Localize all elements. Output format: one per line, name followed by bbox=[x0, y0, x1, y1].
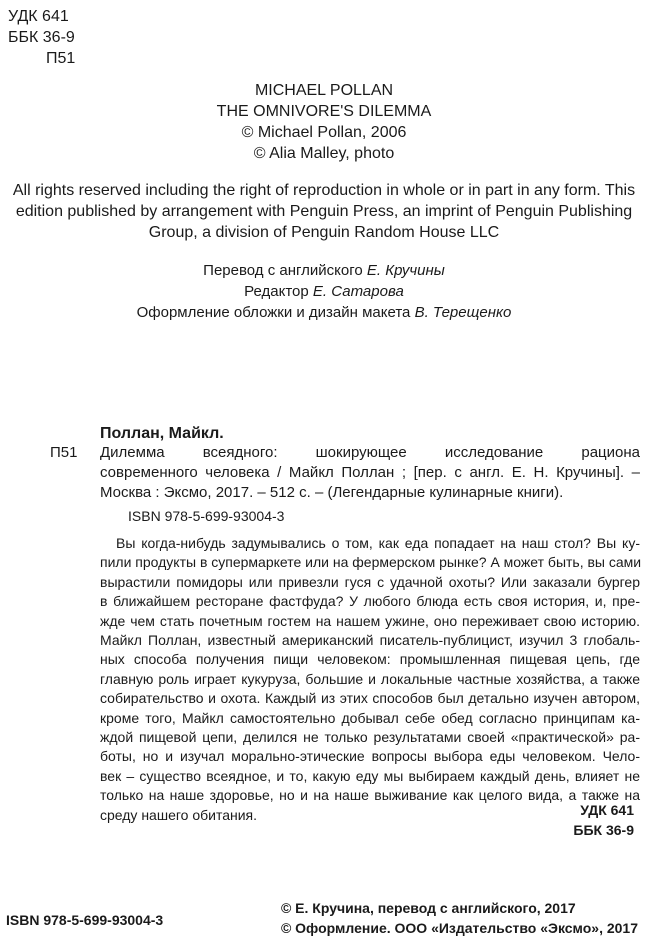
footer-copyrights bbox=[281, 898, 638, 938]
footer-udk: УДК 641 bbox=[580, 802, 634, 818]
rights-line: Group, a division of Penguin Random House LLC bbox=[148, 224, 500, 241]
annotation-line: главную роль играет кукуруза, большие и локальные частные хозяйства, а также bbox=[100, 670, 640, 687]
rights-line: edition published by arrangement with Penguin Press, an imprint of Penguin Publishing bbox=[15, 203, 633, 220]
catalog-line: Дилемма всеядного: шокирующее исследование рациона bbox=[100, 444, 640, 461]
rights-notice bbox=[8, 180, 640, 243]
annotation bbox=[100, 534, 640, 825]
footer-classification bbox=[573, 800, 634, 840]
annotation-line: жде чем стать почетным гостем на нашем ужине, оно переживает свою историю. bbox=[100, 612, 640, 629]
credits bbox=[0, 260, 648, 323]
rights-line: All rights reserved including the right of reproduction in whole or in part in any form. This bbox=[12, 182, 636, 199]
annotation-line: Майкл Поллан, известный американский писатель-публицист, изучил 3 глобаль- bbox=[100, 632, 640, 649]
original-copyright: © Michael Pollan, 2006 bbox=[241, 124, 407, 141]
annotation-line: собирательство и охота. Каждый из этих способов был детально изучен автором, bbox=[100, 690, 640, 707]
catalog-author-mark: П51 bbox=[50, 444, 78, 461]
copyright-translation: © Е. Кручина, перевод с английского, 2017 bbox=[280, 900, 576, 916]
editor-name: Е. Сатарова bbox=[312, 283, 404, 300]
annotation-line: боты, но и изучал морально-этические вопросы выбора еды человеком. Чело- bbox=[100, 748, 640, 765]
catalog-description bbox=[100, 443, 640, 503]
annotation-line: вырастили помидоры или привезли гуся с удачной охоты? Или заказали бургер bbox=[100, 573, 640, 590]
footer-isbn: ISBN 978-5-699-93004-3 bbox=[6, 912, 164, 928]
annotation-line: среду нашего обитания. bbox=[100, 806, 258, 823]
translator-name: Е. Кручины bbox=[366, 262, 445, 279]
udk-code: УДК 641 bbox=[8, 8, 69, 25]
annotation-line: пили продукты в супермаркете или на фермерском рынке? А может быть, вы сами bbox=[100, 554, 642, 571]
design-label: Оформление обложки и дизайн макета bbox=[136, 304, 411, 321]
annotation-line: только на наше здоровье, но и на наше выживание как целого вида, а также на bbox=[100, 787, 640, 804]
annotation-line: ждой пищевой цепи, делился не только результатами своей «практической» ра- bbox=[100, 729, 640, 746]
copyright-design: © Оформление. ООО «Издательство «Эксмо», 2017 bbox=[280, 920, 638, 936]
annotation-line: в ближайшем ресторане фастфуда? У любого блюда есть своя история, и, пре- bbox=[100, 593, 640, 610]
editor-credit bbox=[0, 281, 648, 302]
photo-credit: © Alia Malley, photo bbox=[253, 145, 395, 162]
designer-name: В. Терещенко bbox=[414, 304, 512, 321]
translation-label: Перевод с английского bbox=[203, 262, 363, 279]
catalog-isbn: ISBN 978-5-699-93004-3 bbox=[128, 508, 285, 524]
design-credit bbox=[0, 302, 648, 323]
catalog-author-heading: Поллан, Майкл. bbox=[100, 425, 224, 442]
editor-label: Редактор bbox=[244, 283, 309, 300]
original-title: THE OMNIVORE'S DILEMMA bbox=[216, 103, 432, 120]
catalog-line: современного человека / Майкл Поллан ; [пер. с англ. Е. Н. Кручины]. – bbox=[100, 464, 640, 481]
classification-codes bbox=[8, 6, 75, 69]
bbk-code: ББК 36-9 bbox=[8, 29, 75, 46]
annotation-line: Вы когда-нибудь задумывались о том, как еда попадает на наш стол? Вы ку- bbox=[116, 535, 640, 551]
author-mark: П51 bbox=[46, 50, 76, 67]
original-author: MICHAEL POLLAN bbox=[254, 82, 394, 99]
annotation-line: кроме того, Майкл самостоятельно добывал себе обед согласно принципам ка- bbox=[100, 709, 640, 726]
footer-bbk: ББК 36-9 bbox=[573, 822, 634, 838]
translation-credit bbox=[0, 260, 648, 281]
annotation-line: ных способа получения пищи человеком: промышленная пищевая цепь, где bbox=[100, 651, 640, 668]
original-edition-info bbox=[0, 80, 648, 164]
annotation-line: век – существо всеядное, и то, какую еду мы выбираем каждый день, влияет не bbox=[100, 767, 640, 784]
catalog-line: Москва : Эксмо, 2017. – 512 с. – (Легендарные кулинарные книги). bbox=[100, 484, 564, 501]
